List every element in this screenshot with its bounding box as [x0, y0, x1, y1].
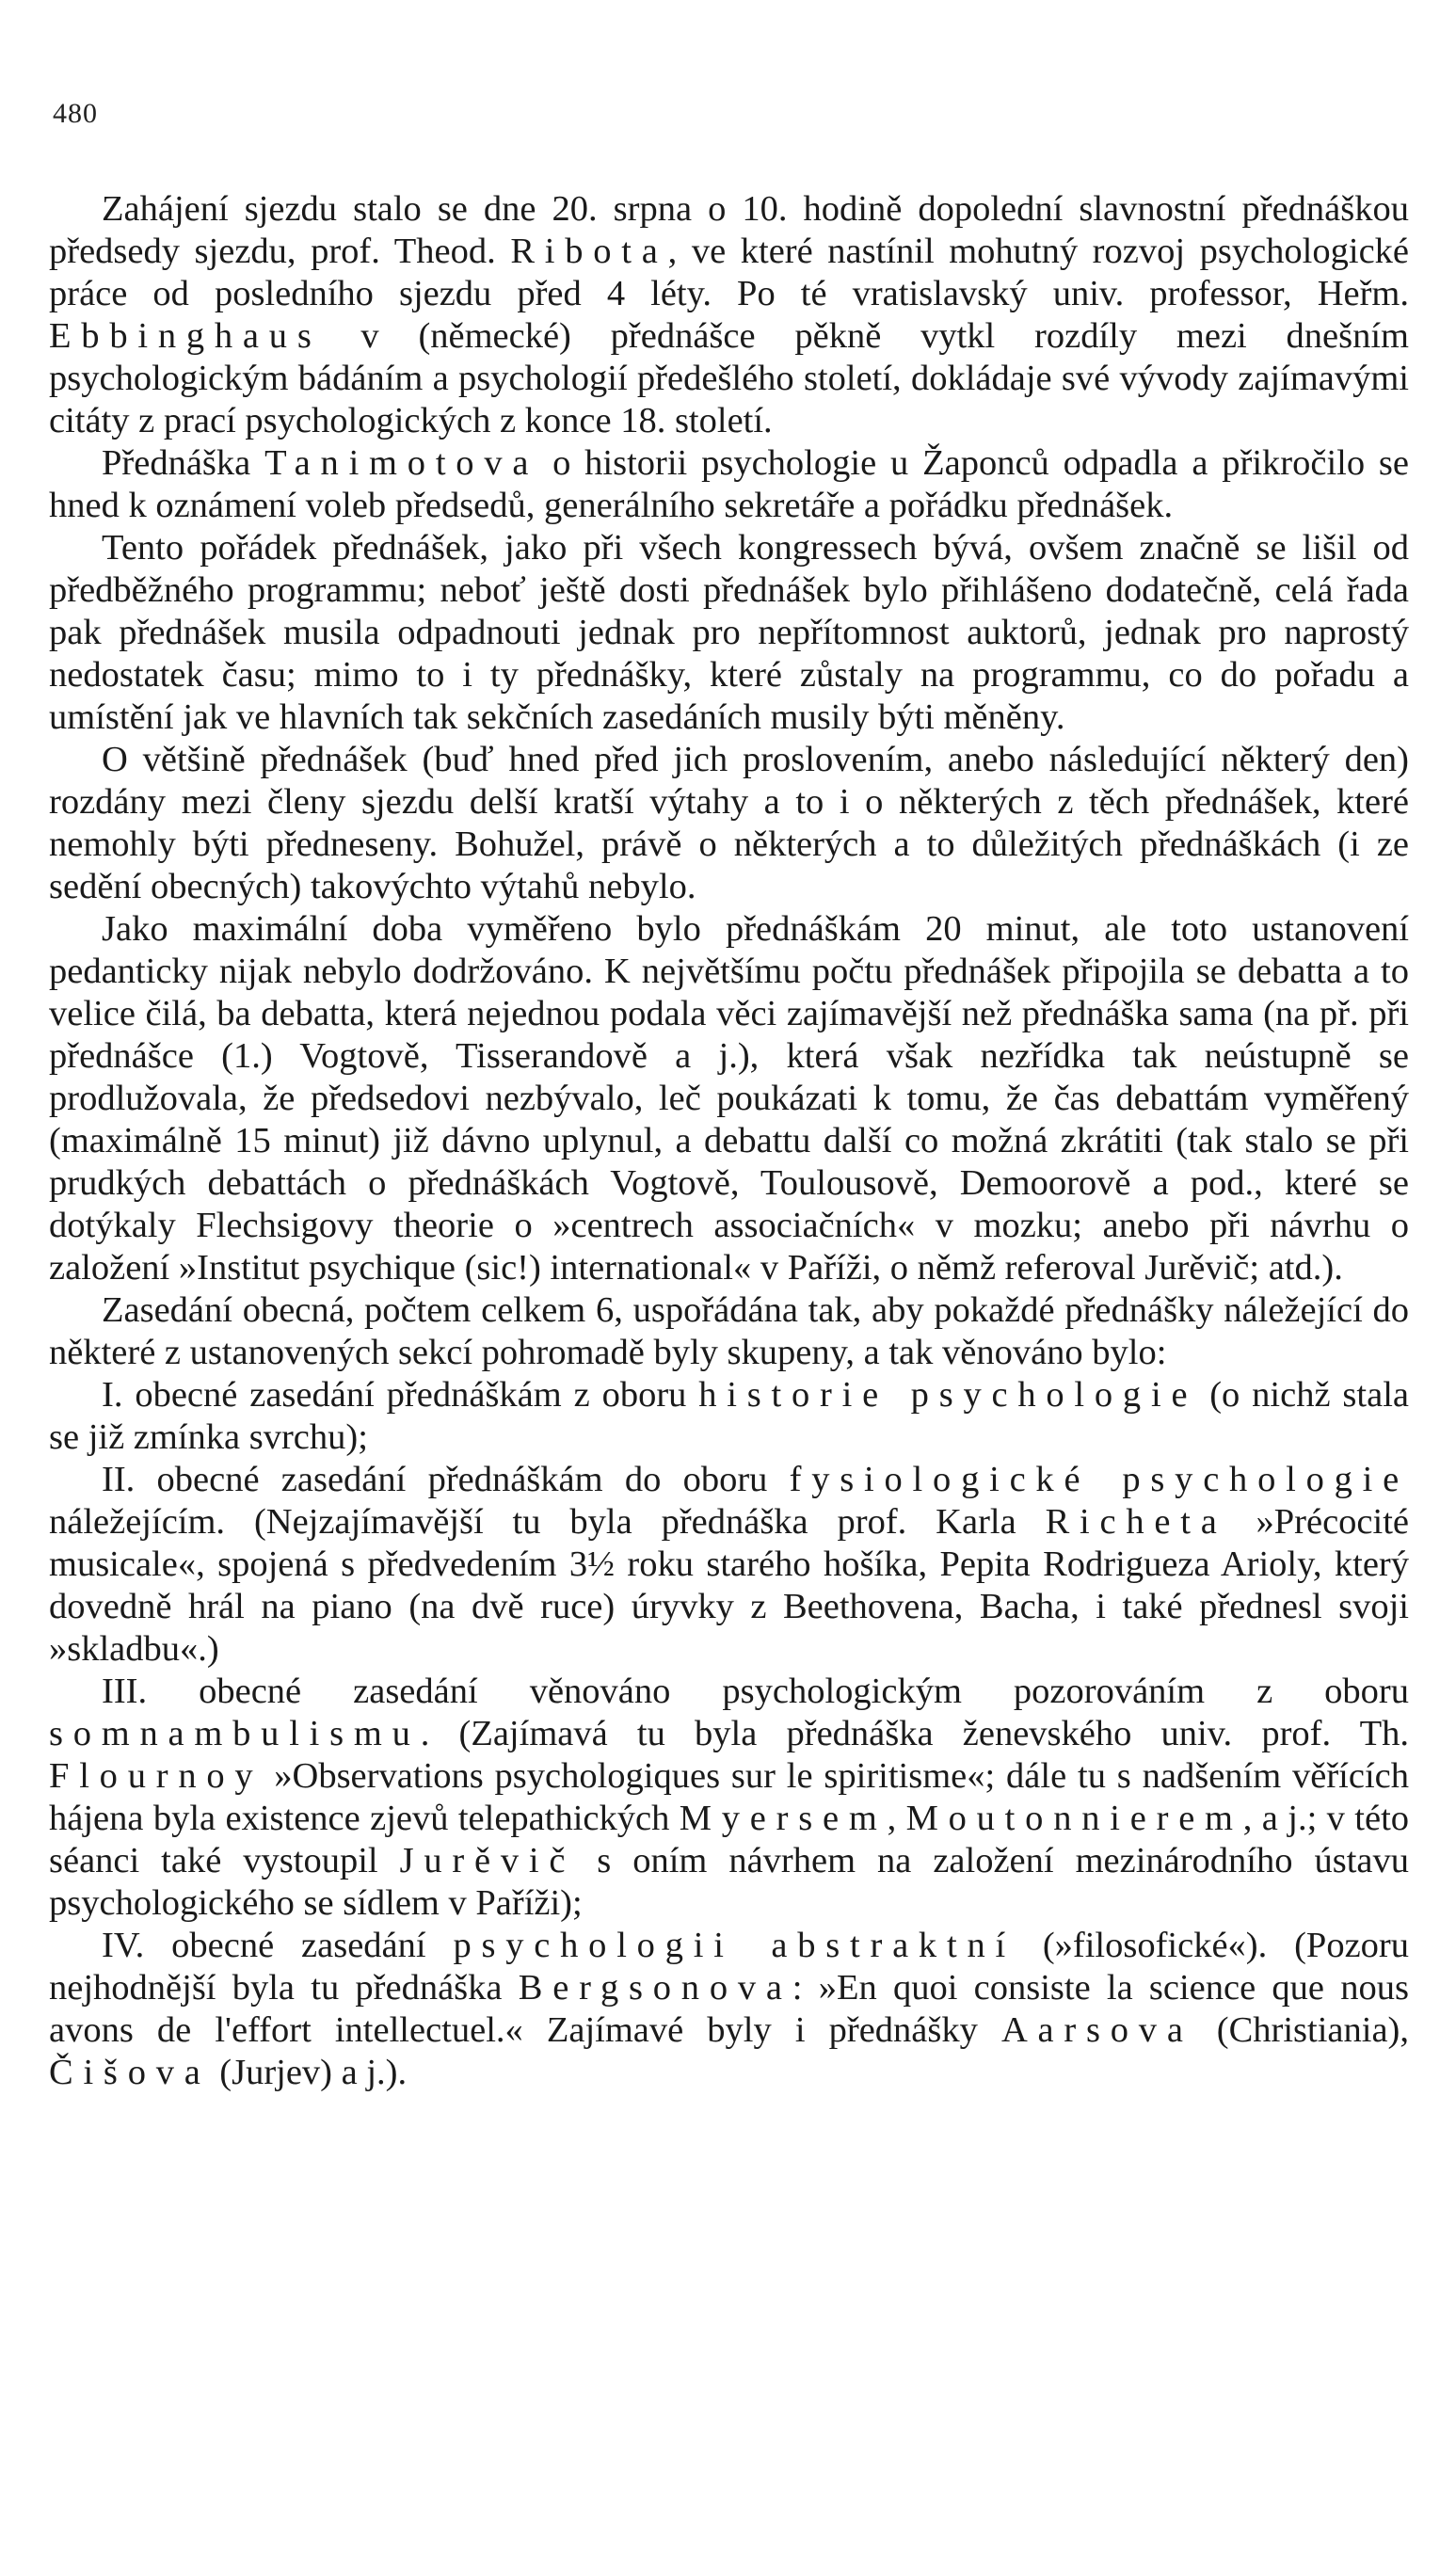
text-run: : »En quoi consiste la science que nous avons de l'effort intellectuel.« Zajímavé byly i přednášky	[49, 1968, 1409, 2050]
text-run: O většině přednášek (buď hned před jich proslovením, anebo následující některý den) rozdány mezi členy sjezdu delší kratší výtahy a to i o některých z těch přednášek, které nemohly býti předneseny. Bohužel, právě o některých a to důležitých přednáškách (i ze sedění obecných) takovýchto výtahů nebylo.	[49, 740, 1409, 906]
spaced-name: Aarsova	[1000, 2010, 1193, 2050]
spaced-name: Ebbinghaus	[49, 316, 322, 356]
spaced-name: Jurěvič	[399, 1841, 576, 1880]
paragraph	[49, 1459, 1409, 1671]
page-number: 480	[53, 98, 98, 129]
spaced-name: historie psychologie	[698, 1375, 1198, 1415]
text-run: Tento pořádek přednášek, jako při všech kongressech bývá, ovšem značně se lišil od předběžného programmu; neboť ještě dosti přednášek bylo přihlášeno dodatečně, celá řada pak přednášek musila odpadnouti jednak pro nepřítomnost auktorů, jednak pro naprostý nedostatek času; mimo to i ty přednášky, které zůstaly na programmu, co do pořadu a umístění jak ve hlavních tak sekčních zasedáních musily býti měněny.	[49, 528, 1409, 737]
paragraph	[49, 1374, 1409, 1459]
paragraph	[49, 1671, 1409, 1925]
spaced-name: Richeta	[1045, 1502, 1227, 1542]
text-run: »Observations psychologiques sur le spiritisme«; dále tu s nadšením věřících hájena byla existence zjevů telepathických	[49, 1756, 1409, 1838]
paragraph	[49, 442, 1409, 527]
text-run: III. obecné zasedání věnováno psychologickým pozorováním z oboru	[102, 1672, 1409, 1711]
text-run: Zasedání obecná, počtem celkem 6, uspořádána tak, aby pokaždé přednášky náležející do některé z ustanovených sekcí pohromadě byly skupeny, a tak věnováno bylo:	[49, 1290, 1409, 1372]
text-run: (»filosofické«). (Pozoru nejhodnější byla tu přednáška	[49, 1926, 1409, 2008]
paragraph	[49, 1289, 1409, 1374]
text-run: . (Zajímavá tu byla přednáška ženevského univ. prof. Th.	[420, 1714, 1409, 1753]
text-run: , a j.; v této séanci také vystoupil	[49, 1799, 1410, 1880]
text-run: Přednáška	[102, 443, 265, 483]
body-text	[49, 188, 1409, 2094]
text-run: ,	[887, 1799, 906, 1838]
spaced-name: Bergsonova	[518, 1968, 792, 2008]
spaced-name: Flournoy	[49, 1756, 264, 1796]
text-run: v (německé) přednášce pěkně vytkl rozdíly mezi dnešním psychologickým bádáním a psychologií předešlého století, dokládaje své vývody zajímavými citáty z prací psychologických z konce 18. století.	[49, 316, 1409, 440]
text-run: (Christiania),	[1192, 2010, 1410, 2050]
text-run: IV. obecné zasedání	[102, 1926, 454, 1965]
text-run: , ve které nastínil mohutný rozvoj psychologické práce od posledního sjezdu před 4 léty. Po té vratislavský univ. professor, Heřm.	[49, 232, 1409, 313]
text-run: »Précocité musicale«, spojená s předvedením 3½ roku starého hošíka, Pepita Rodrigueza Arioly, který dovedně hrál na piano (na dvě ruce) úryvky z Beethovena, Bacha, i také přednesl svoji »skladbu«.)	[49, 1502, 1409, 1669]
text-run: II. obecné zasedání přednáškám do oboru	[102, 1460, 790, 1499]
text-run: s oním návrhem na založení mezinárodního ústavu psychologického se sídlem v Paříži);	[49, 1841, 1409, 1923]
spaced-name: Čišova	[49, 2053, 211, 2092]
spaced-name: Ribota	[510, 232, 668, 271]
spaced-name: fysiologické psychologie	[789, 1460, 1409, 1499]
text-run: (o nichž stala se již zmínka svrchu);	[49, 1375, 1409, 1457]
text-run: Jako maximální doba vyměřeno bylo přednáškám 20 minut, ale toto ustanovení pedanticky nijak nebylo dodržováno. K největšímu počtu přednášek připojila se debatta a to velice čilá, ba debatta, která nejednou podala věci zajímavější než přednáška sama (na př. při přednášce (1.) Vogtově, Tisserandově a j.), která však nezřídka tak neústupně se prodlužovala, že předsedovi nezbývalo, leč poukázati k tomu, že čas debattám vyměřený (maximálně 15 minut) již dávno uplynul, a debattu další co možná zkrátiti (tak stalo se při prudkých debattách o přednáškách Vogtově, Toulousově, Demoorově a pod., které se dotýkaly Flechsigovy theorie o »centrech associačních« v mozku; anebo při návrhu o založení »Institut psychique (sic!) international« v Paříži, o němž referoval Jurěvič; atd.).	[49, 909, 1409, 1288]
paragraph	[49, 1925, 1409, 2094]
paragraph	[49, 527, 1409, 739]
spaced-name: somnambulismu	[49, 1714, 421, 1753]
text-run: Zahájení sjezdu stalo se dne 20. srpna o 10. hodině dopolední slavnostní přednáškou předsedy sjezdu, prof. Theod.	[49, 189, 1409, 271]
text-run: o historii psychologie u Žaponců odpadla a přikročilo se hned k oznámení voleb předsedů, generálního sekretáře a pořádku přednášek.	[49, 443, 1410, 525]
paragraph	[49, 188, 1409, 442]
paragraph	[49, 908, 1409, 1289]
text-run: (Jurjev) a j.).	[210, 2053, 408, 2092]
spaced-name: Moutonnierem	[905, 1799, 1243, 1838]
text-run: náležejícím. (Nejzajímavější tu byla přednáška prof. Karla	[49, 1502, 1046, 1542]
paragraph	[49, 739, 1409, 908]
spaced-name: Myersem	[679, 1799, 888, 1838]
text-run: I. obecné zasedání přednáškám z oboru	[102, 1375, 699, 1415]
spaced-name: psychologii abstraktní	[453, 1926, 1016, 1965]
spaced-name: Tanimotova	[264, 443, 539, 483]
